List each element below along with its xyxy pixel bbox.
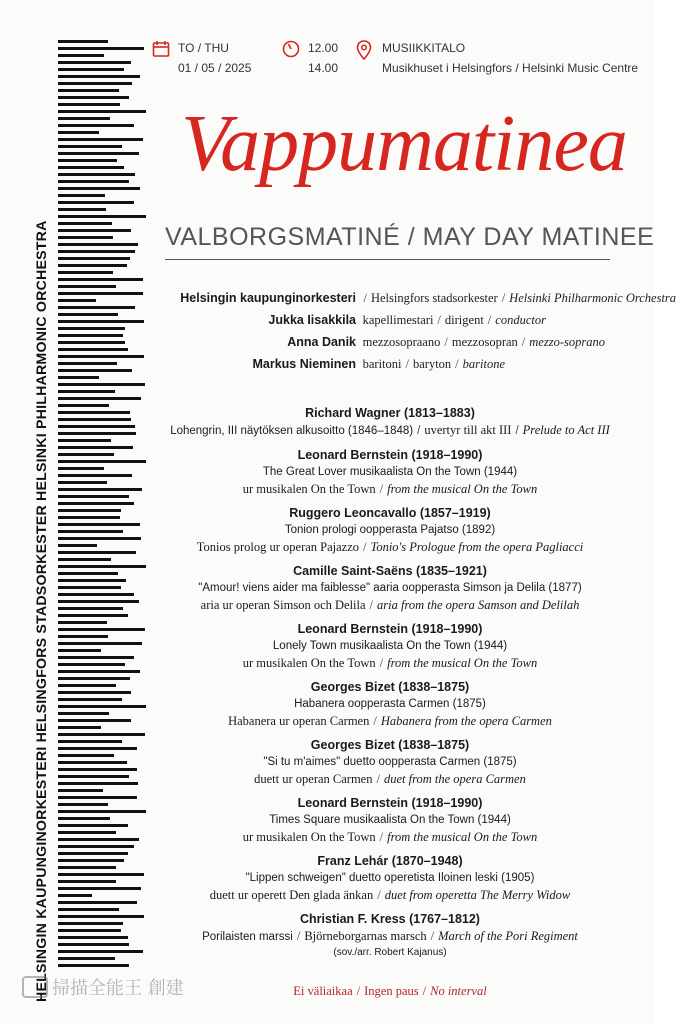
program-list — [150, 404, 630, 966]
subtitle-divider — [165, 259, 610, 260]
decorative-bar — [58, 824, 128, 827]
work-title-en: from the musical On the Town — [387, 656, 538, 670]
decorative-bar — [58, 75, 140, 78]
decorative-bar — [58, 628, 145, 631]
decorative-bar — [58, 691, 131, 694]
decorative-bar — [58, 313, 118, 316]
performer-en: conductor — [495, 313, 546, 327]
clock-icon — [282, 40, 300, 58]
decorative-bar — [58, 432, 136, 435]
performer-sv: baryton — [412, 357, 452, 371]
decorative-bar — [58, 964, 129, 967]
program-item — [150, 446, 630, 498]
work-title-fi: Porilaisten marssi — [202, 931, 293, 943]
concert-subtitle: VALBORGSMATINÉ / MAY DAY MATINEE — [165, 223, 655, 251]
performer-row: Helsingin kaupunginorkesteri / Helsingfors stadsorkester / Helsinki Philharmonic Orchestra — [120, 288, 650, 308]
work-title-en: duet from operetta The Merry Widow — [384, 888, 571, 902]
work-title-fi: Times Square musikaalista On the Town (1944) — [269, 814, 511, 826]
composer: Franz Lehár (1870–1948) — [317, 854, 463, 868]
decorative-bar — [58, 845, 134, 848]
decorative-bar — [58, 740, 122, 743]
decorative-bar — [58, 530, 123, 533]
work-title-sv: ur musikalen On the Town — [242, 656, 376, 670]
decorative-bar — [58, 425, 135, 428]
performer-en: mezzo-soprano — [529, 335, 605, 349]
decorative-bar — [58, 474, 132, 477]
work-title-fi: The Great Lover musikaalista On the Town (1944) — [262, 466, 518, 478]
decorative-bar — [58, 201, 134, 204]
decorative-bar — [58, 586, 121, 589]
work-title-sv: Habanera ur operan Carmen — [228, 714, 370, 728]
decorative-bar — [58, 712, 109, 715]
date-weekday: TO / THU — [178, 41, 229, 55]
work-title-fi: Lohengrin, III näytöksen alkusoitto (1846–1848) / uvertyr till akt III / Prelude to Act III — [170, 423, 610, 437]
decorative-bar — [58, 362, 117, 365]
performer-en: baritone — [462, 357, 506, 371]
decorative-bar — [58, 68, 124, 71]
composer: Leonard Bernstein (1918–1990) — [297, 448, 483, 462]
scanner-watermark: 掃描全能王 創建 — [22, 974, 184, 1000]
work-title-translations: Tonios prolog ur operan Pajazzo / Tonio's Prologue from the opera Pagliacci — [196, 540, 584, 554]
performer-fi: mezzosopraano — [362, 335, 441, 349]
decorative-bar — [58, 390, 115, 393]
work-title-fi: "Lippen schweigen" duetto operetista Iloinen leski (1905) — [245, 872, 535, 884]
decorative-bar — [58, 656, 134, 659]
work-title-sv: duett ur operett Den glada änkan — [209, 888, 374, 902]
decorative-bar — [58, 82, 132, 85]
work-title-en: Tonio's Prologue from the opera Pagliacci — [370, 540, 584, 554]
decorative-bar — [58, 747, 137, 750]
performer-en: Helsinki Philharmonic Orchestra — [509, 291, 676, 305]
decorative-bar — [58, 607, 123, 610]
decorative-bar — [58, 922, 123, 925]
composer: Richard Wagner (1813–1883) — [305, 406, 475, 420]
work-title-sv: Björneborgarnas marsch — [304, 929, 427, 943]
decorative-bar — [58, 47, 144, 50]
decorative-bar — [58, 222, 112, 225]
decorative-bar — [58, 516, 120, 519]
concert-title: Vappumatinea — [181, 100, 627, 188]
decorative-bar — [58, 642, 142, 645]
performer-fi: baritoni — [362, 357, 402, 371]
event-venue — [356, 38, 639, 82]
decorative-bar — [58, 621, 107, 624]
program-item — [150, 620, 630, 672]
work-title-translations: ur musikalen On the Town / from the musical On the Town — [242, 830, 538, 844]
decorative-bar — [58, 348, 128, 351]
decorative-bar — [58, 908, 119, 911]
work-title-en: Habanera from the opera Carmen — [380, 714, 552, 728]
composer: Ruggero Leoncavallo (1857–1919) — [289, 506, 491, 520]
decorative-bar — [58, 551, 136, 554]
decorative-bar — [58, 502, 134, 505]
decorative-bar — [58, 215, 146, 218]
decorative-bar — [58, 887, 141, 890]
decorative-bar — [58, 719, 131, 722]
decorative-bar — [58, 404, 109, 407]
decorative-bar — [58, 579, 126, 582]
decorative-bar — [58, 446, 133, 449]
decorative-bar — [58, 803, 108, 806]
performer-row: Jukka Iisakkila kapellimestari / dirigent / conductor — [120, 310, 650, 330]
decorative-bar — [58, 684, 116, 687]
decorative-bar — [58, 901, 137, 904]
work-title-translations: Porilaisten marssi / Björneborgarnas marsch / March of the Pori Regiment — [202, 929, 578, 943]
decorative-bar — [58, 397, 141, 400]
decorative-bar — [58, 950, 143, 953]
performer-row: Anna Danik mezzosopraano / mezzosopran / mezzo-soprano — [120, 332, 650, 352]
decorative-bar — [58, 467, 104, 470]
program-item — [150, 910, 630, 960]
decorative-bar — [58, 54, 104, 57]
decorative-bar — [58, 250, 135, 253]
decorative-bar — [58, 236, 113, 239]
work-title-fi: Habanera oopperasta Carmen (1875) — [294, 698, 486, 710]
composer: Camille Saint-Saëns (1835–1921) — [293, 564, 487, 578]
work-title-fi: "Si tu m'aimes" duetto oopperasta Carmen (1875) — [263, 756, 517, 768]
decorative-bar — [58, 495, 129, 498]
decorative-bar — [58, 663, 125, 666]
decorative-bar — [58, 278, 143, 281]
decorative-bar — [58, 614, 128, 617]
decorative-bar — [58, 271, 113, 274]
performer-fi: kapellimestari — [362, 313, 434, 327]
venue-subtitle: Musikhuset i Helsingfors / Helsinki Music Centre — [382, 61, 639, 75]
interval-en: No interval — [430, 984, 487, 998]
interval-note: Ei väliaikaa / Ingen paus / No interval — [293, 984, 487, 998]
decorative-bar — [58, 761, 127, 764]
program-item — [150, 504, 630, 556]
work-title-translations: duett ur operan Carmen / duet from the opera Carmen — [254, 772, 526, 786]
work-title-sv: duett ur operan Carmen — [254, 772, 373, 786]
decorative-bar — [58, 411, 130, 414]
decorative-bar — [58, 726, 101, 729]
performer-row: Markus Nieminen baritoni / baryton / baritone — [120, 354, 650, 374]
program-item — [150, 794, 630, 846]
decorative-bar — [58, 957, 115, 960]
program-item — [150, 562, 630, 614]
date-value: 01 / 05 / 2025 — [178, 61, 252, 75]
decorative-bar — [58, 810, 146, 813]
decorative-bar — [58, 775, 129, 778]
decorative-bar — [58, 285, 116, 288]
work-title-fi: Tonion prologi oopperasta Pajatso (1892) — [284, 524, 496, 536]
decorative-bar — [58, 299, 96, 302]
decorative-bar — [58, 488, 142, 491]
decorative-bar — [58, 334, 123, 337]
decorative-bar — [58, 894, 92, 897]
performer-sv: Helsingfors stadsorkester — [370, 291, 498, 305]
decorative-bar — [58, 208, 106, 211]
work-title-sv: Tonios prolog ur operan Pajazzo — [196, 540, 360, 554]
event-time — [282, 38, 352, 82]
decorative-bar — [58, 439, 111, 442]
decorative-bar — [58, 257, 130, 260]
decorative-bar — [58, 194, 105, 197]
decorative-bar — [58, 705, 146, 708]
event-date — [152, 38, 262, 82]
decorative-bar — [58, 523, 140, 526]
decorative-bar — [58, 264, 127, 267]
composer: Leonard Bernstein (1918–1990) — [297, 622, 483, 636]
program-item — [150, 852, 630, 904]
decorative-bar — [58, 243, 138, 246]
decorative-bar — [58, 537, 141, 540]
decorative-bar — [58, 649, 101, 652]
decorative-bar — [58, 866, 116, 869]
program-item — [150, 736, 630, 788]
decorative-bar — [58, 341, 125, 344]
calendar-icon — [152, 40, 170, 58]
decorative-bar — [58, 61, 131, 64]
decorative-bar — [58, 40, 108, 43]
decorative-bar — [58, 929, 121, 932]
decorative-bar — [58, 796, 137, 799]
decorative-bar — [58, 677, 130, 680]
work-title-translations: Habanera ur operan Carmen / Habanera from the opera Carmen — [228, 714, 552, 728]
decorative-bar — [58, 670, 140, 673]
performer-sv: mezzosopran — [451, 335, 518, 349]
composer: Leonard Bernstein (1918–1990) — [297, 796, 483, 810]
decorative-bar — [58, 943, 129, 946]
decorative-bar — [58, 782, 138, 785]
decorative-bar — [58, 852, 128, 855]
work-title-en: from the musical On the Town — [387, 830, 538, 844]
decorative-bar — [58, 229, 131, 232]
decorative-bar — [58, 831, 116, 834]
work-title-translations: ur musikalen On the Town / from the musical On the Town — [242, 656, 538, 670]
work-title-translations: duett ur operett Den glada änkan / duet from operetta The Merry Widow — [209, 888, 571, 902]
decorative-bar — [58, 754, 114, 757]
decorative-bar — [58, 418, 131, 421]
performer-name: Anna Danik — [287, 335, 356, 349]
work-title-en: duet from the opera Carmen — [383, 772, 526, 786]
decorative-bar — [58, 838, 139, 841]
work-title-translations: aria ur operan Simson och Delila / aria from the opera Samson and Delilah — [200, 598, 580, 612]
interval-sv: Ingen paus — [364, 984, 419, 998]
work-title-en: March of the Pori Regiment — [438, 929, 578, 943]
decorative-bar — [58, 453, 114, 456]
orchestra-rail-text: HELSINGIN KAUPUNGINORKESTERI HELSINGFORS STADSORKESTER HELSINKI PHILHARMONIC ORCHESTRA — [34, 220, 50, 1002]
decorative-bar — [58, 873, 144, 876]
performer-name: Markus Nieminen — [252, 357, 356, 371]
work-title-sv: ur musikalen On the Town — [242, 830, 376, 844]
decorative-bar — [58, 789, 103, 792]
work-title-fi: Lonely Town musikaalista On the Town (1944) — [272, 640, 508, 652]
arrangement-note: (sov./arr. Robert Kajanus) — [333, 947, 447, 958]
performer-name: Helsingin kaupunginorkesteri — [180, 291, 356, 305]
decorative-bar — [58, 936, 128, 939]
time-end: 14.00 — [308, 61, 339, 75]
decorative-bar — [58, 383, 145, 386]
decorative-bar — [58, 376, 99, 379]
location-pin-icon — [356, 40, 372, 60]
decorative-bar — [58, 768, 137, 771]
decorative-bar — [58, 327, 125, 330]
work-title-en: Prelude to Act III — [522, 423, 610, 437]
decorative-bar — [58, 593, 134, 596]
decorative-bar — [58, 572, 118, 575]
decorative-bar — [58, 89, 119, 92]
work-title-sv: ur musikalen On the Town — [242, 482, 376, 496]
decorative-bar — [58, 635, 108, 638]
decorative-bar — [58, 481, 107, 484]
work-title-en: from the musical On the Town — [387, 482, 538, 496]
decorative-bar — [58, 880, 116, 883]
decorative-bar — [58, 544, 97, 547]
decorative-bar — [58, 915, 144, 918]
work-title-en: aria from the opera Samson and Delilah — [377, 598, 580, 612]
decorative-bar — [58, 698, 122, 701]
performer-name: Jukka Iisakkila — [268, 313, 356, 327]
program-item — [150, 678, 630, 730]
interval-fi: Ei väliaikaa — [293, 984, 353, 998]
decorative-bar — [58, 600, 139, 603]
work-title-translations: ur musikalen On the Town / from the musical On the Town — [242, 482, 538, 496]
decorative-bar — [58, 733, 145, 736]
decorative-bar — [58, 565, 146, 568]
venue-name: MUSIIKKITALO — [382, 41, 466, 55]
composer: Georges Bizet (1838–1875) — [310, 680, 470, 694]
work-title-fi: "Amour! viens aider ma faiblesse" aaria oopperasta Simson ja Delila (1877) — [198, 582, 582, 594]
decorative-bar — [58, 558, 111, 561]
decorative-bar — [58, 817, 110, 820]
performer-sv: dirigent — [444, 313, 484, 327]
scanner-logo-icon — [22, 976, 48, 998]
composer: Georges Bizet (1838–1875) — [310, 738, 470, 752]
time-start: 12.00 — [308, 41, 339, 55]
decorative-bar — [58, 859, 124, 862]
program-item — [150, 404, 630, 440]
work-title-sv: aria ur operan Simson och Delila — [200, 598, 366, 612]
work-title-sv: uvertyr till akt III — [424, 423, 512, 437]
composer: Christian F. Kress (1767–1812) — [300, 912, 480, 926]
decorative-bar — [58, 460, 146, 463]
decorative-bar — [58, 509, 121, 512]
